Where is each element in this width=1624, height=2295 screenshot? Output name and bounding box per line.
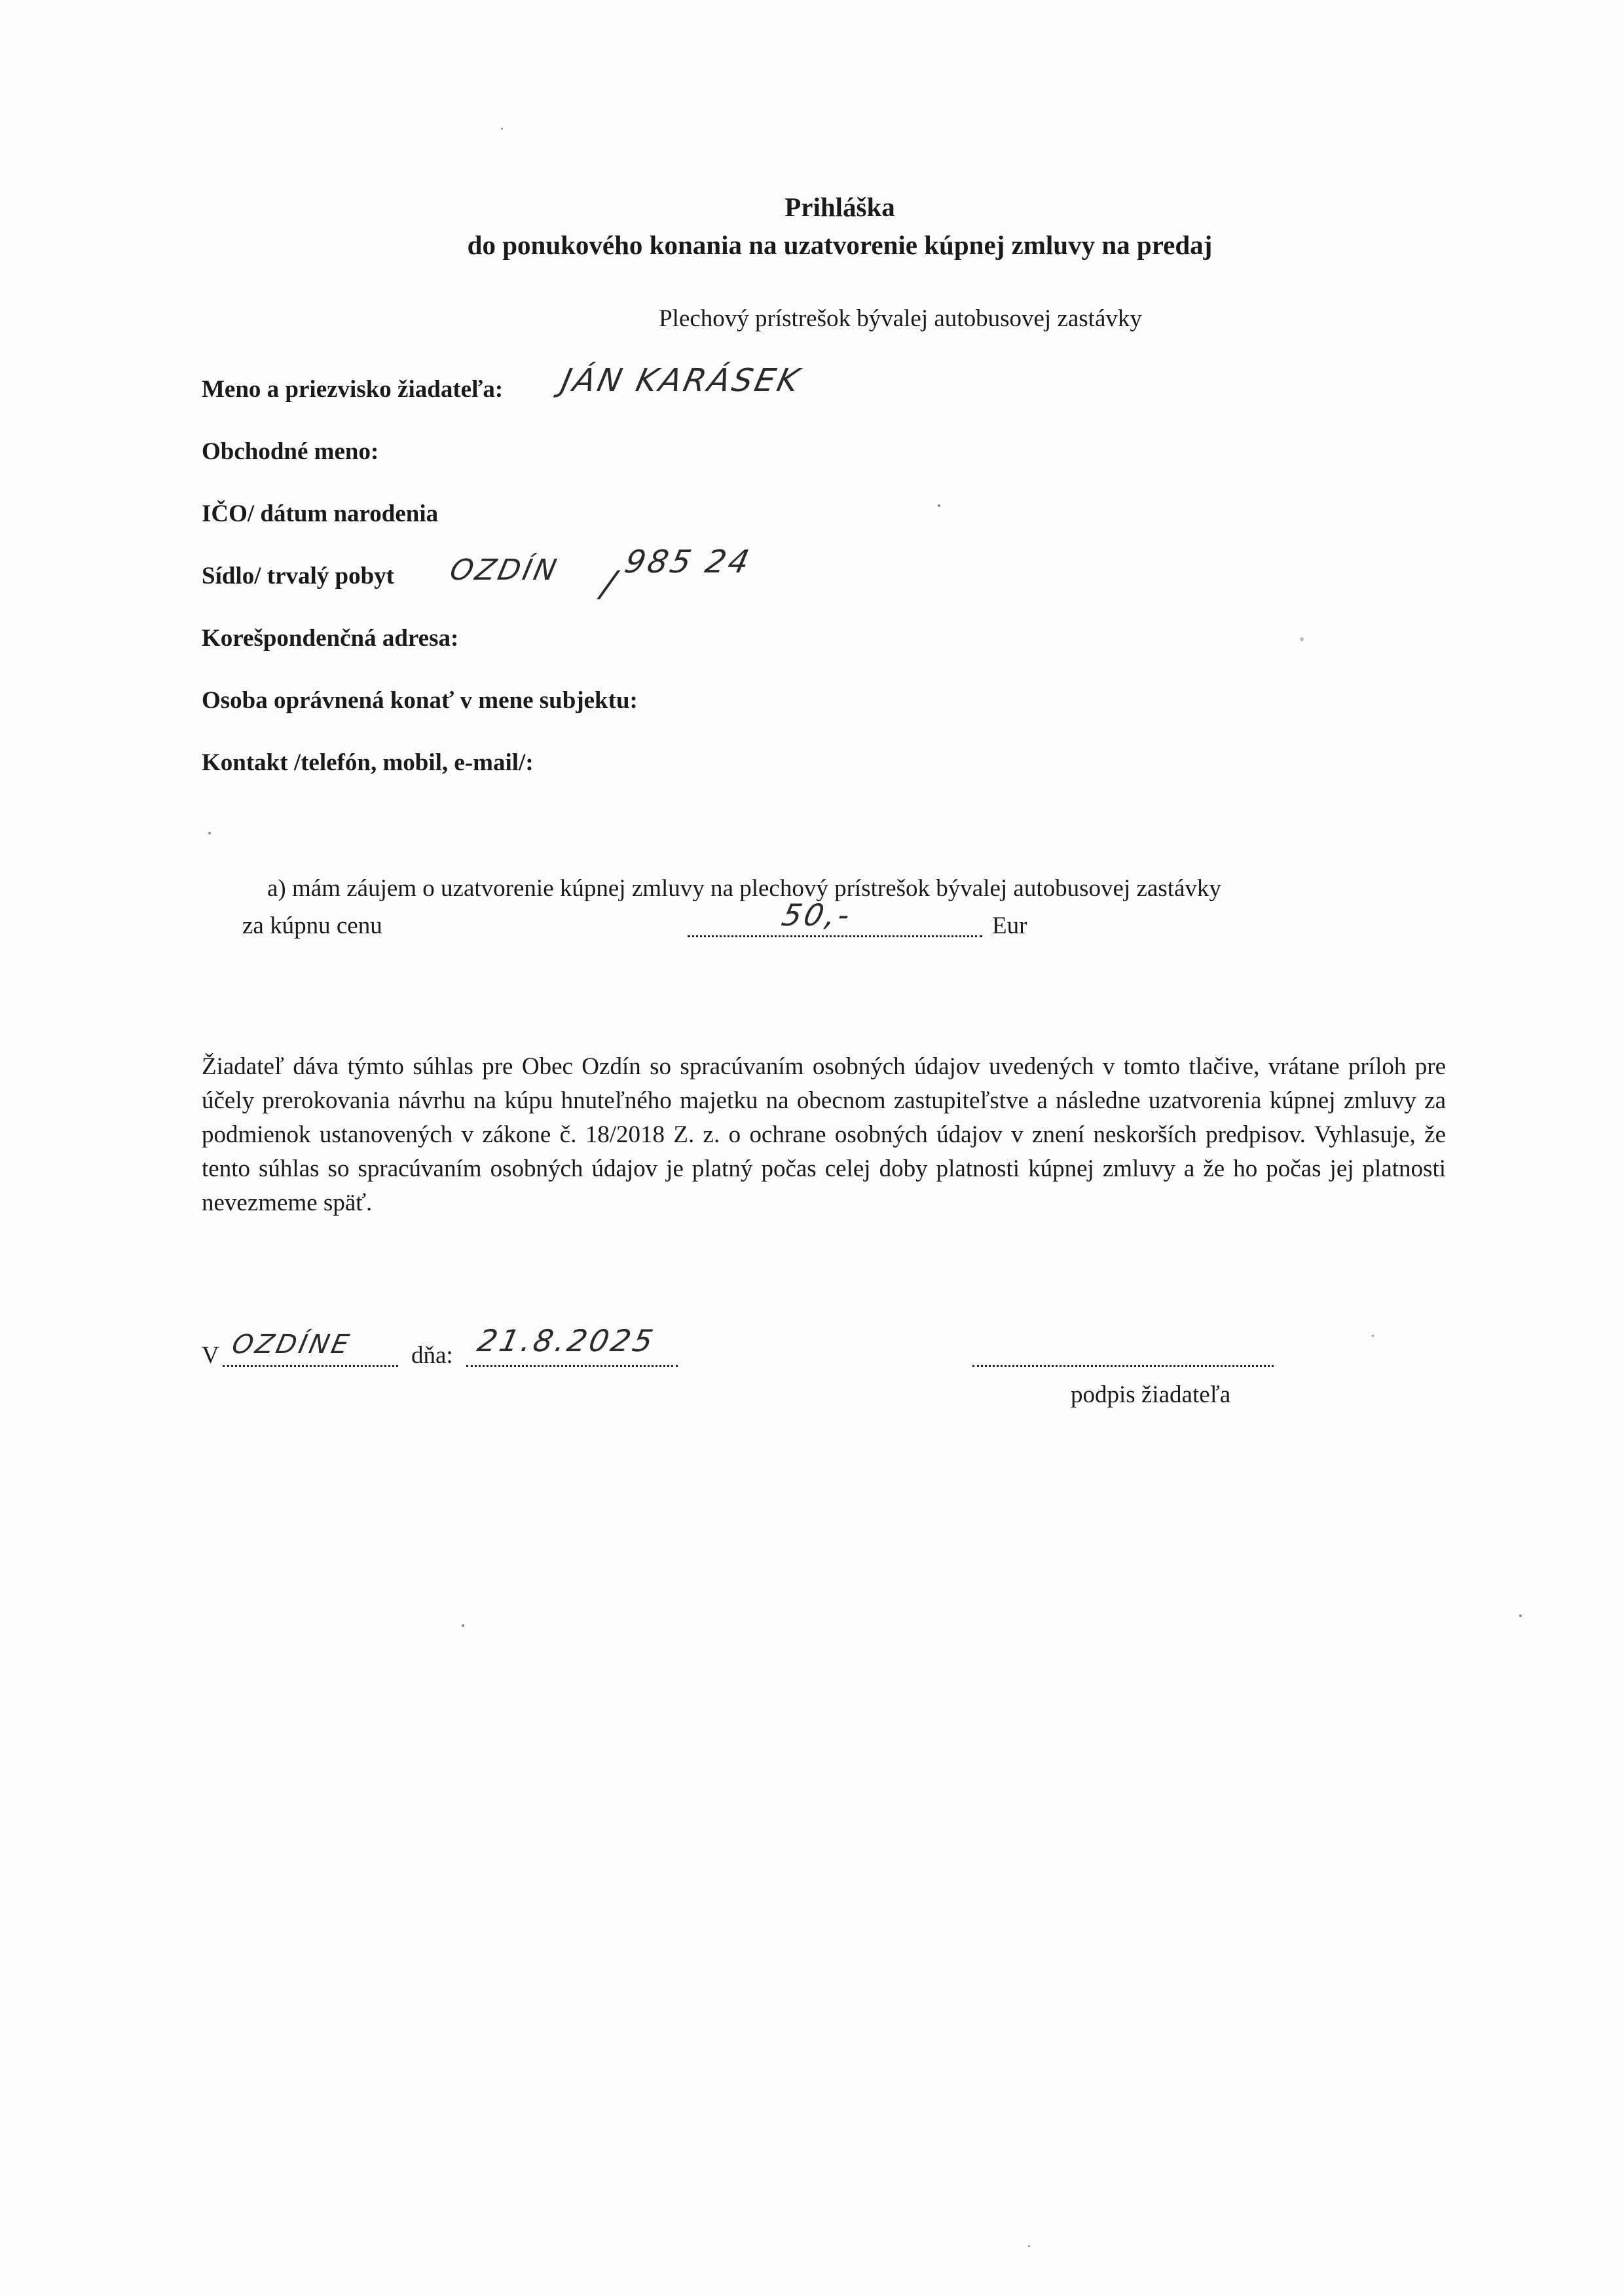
- scan-speck: [938, 504, 940, 507]
- scan-speck: [208, 832, 211, 834]
- place-prefix: V: [202, 1342, 219, 1369]
- place-value-handwritten: OZDÍNE: [229, 1330, 354, 1360]
- date-value-handwritten: 21.8.2025: [474, 1323, 659, 1358]
- scan-speck: [1028, 2245, 1030, 2247]
- date-label: dňa:: [411, 1342, 453, 1369]
- contact-label: Kontakt /telefón, mobil, e-mail/:: [202, 749, 534, 776]
- residence-postcode-handwritten: 985 24: [621, 544, 755, 580]
- signature-label: podpis žiadateľa: [1071, 1381, 1231, 1408]
- residence-label: Sídlo/ trvalý pobyt: [202, 563, 394, 589]
- signature-dotted-line: [972, 1365, 1274, 1367]
- name-label: Meno a priezvisko žiadateľa:: [202, 376, 504, 403]
- residence-town-handwritten: OZDÍN: [447, 553, 562, 587]
- document-subtitle: do ponukového konania na uzatvorenie kúpnej zmluvy na predaj: [467, 230, 1213, 260]
- price-value-handwritten: 50,-: [779, 897, 856, 933]
- correspondence-address-label: Korešpondenčná adresa:: [202, 625, 459, 652]
- scan-speck: [1300, 637, 1304, 641]
- place-dotted-line: [223, 1365, 398, 1367]
- business-name-label: Obchodné meno:: [202, 438, 379, 465]
- scan-speck: [501, 128, 503, 130]
- document-subject: Plechový prístrešok bývalej autobusovej zastávky: [659, 305, 1142, 332]
- scan-speck: [462, 1624, 464, 1627]
- ico-birthdate-label: IČO/ dátum narodenia: [202, 500, 439, 527]
- price-dotted-line: [688, 935, 982, 937]
- authorized-person-label: Osoba oprávnená konať v mene subjektu:: [202, 687, 638, 714]
- scan-speck: [1372, 1335, 1374, 1337]
- scan-speck: [1519, 1614, 1522, 1617]
- residence-separator-handwritten: /: [598, 563, 621, 605]
- document-title: Prihláška: [784, 192, 895, 222]
- consent-paragraph: Žiadateľ dáva týmto súhlas pre Obec Ozdín so spracúvaním osobných údajov uvedených v tomto tlačive, vrátane príloh pre účely prerokovania návrhu na kúpu hnuteľného majetku na obecnom zastupiteľstve a následne uzatvorenia kúpnej zmluvy za podmienok ustanovených v zákone č. 18/2018 Z. z. o ochrane osobných údajov v znení neskorších predpisov. Vyhlasuje, že tento súhlas so spracúvaním osobných údajov je platný počas celej doby platnosti kúpnej zmluvy a že ho počas jej platnosti nevezmeme späť.: [202, 1053, 1446, 1216]
- name-value-handwritten: JÁN KARÁSEK: [558, 362, 805, 399]
- offer-line: a) mám záujem o uzatvorenie kúpnej zmluvy na plechový prístrešok bývalej autobusovej zastávky: [267, 875, 1221, 902]
- date-dotted-line: [466, 1365, 678, 1367]
- price-prefix: za kúpnu cenu: [242, 912, 382, 939]
- price-currency: Eur: [992, 912, 1027, 939]
